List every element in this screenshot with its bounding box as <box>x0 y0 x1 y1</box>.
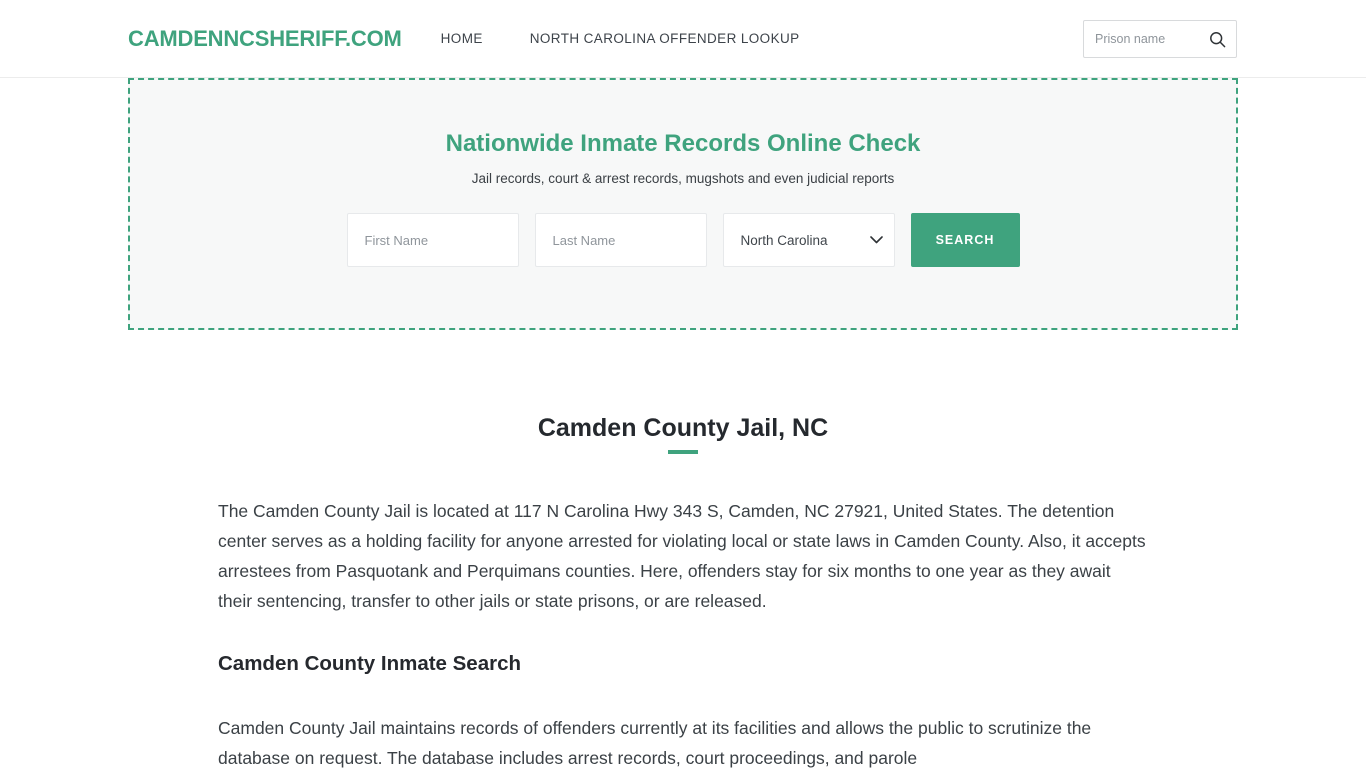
state-select-wrap <box>723 213 895 267</box>
jail-description-paragraph: The Camden County Jail is located at 117 N Carolina Hwy 343 S, Camden, NC 27921, United States. The detention center serves as a holding facility for anyone arrested for violating local or state laws in Camden County. Also, it accepts arrestees from Pasquotank and Perquimans counties. Here, offenders stay for six months to one year as they await their sentencing, transfer to other jails or state prisons, or are released. <box>218 501 1146 611</box>
main-nav <box>441 31 800 46</box>
hero-title: Nationwide Inmate Records Online Check <box>445 130 921 157</box>
page-title: Camden County Jail, NC <box>537 414 829 442</box>
title-underline-accent <box>668 450 698 454</box>
inmate-records-hero <box>128 78 1238 330</box>
search-submit-button[interactable] <box>1207 29 1228 50</box>
first-name-input[interactable] <box>347 213 519 267</box>
header-search-box <box>1083 20 1237 58</box>
last-name-input[interactable] <box>535 213 707 267</box>
main-content <box>218 414 1148 768</box>
site-logo[interactable]: CAMDENNCSHERIFF.COM <box>128 25 402 51</box>
inmate-search-paragraph: Camden County Jail maintains records of offenders currently at its facilities and allows the public to scrutinize the database on request. The database includes arrest records, court proceedings, and parole <box>218 718 1092 768</box>
nav-item-offender-lookup[interactable]: NORTH CAROLINA OFFENDER LOOKUP <box>529 31 800 46</box>
hero-search-button[interactable]: SEARCH <box>911 213 1020 267</box>
inmate-search-section-title: Camden County Inmate Search <box>218 652 522 675</box>
inmate-search-form <box>130 213 1236 267</box>
site-header <box>0 0 1366 78</box>
state-select[interactable] <box>723 213 895 267</box>
hero-subtitle: Jail records, court & arrest records, mugshots and even judicial reports <box>471 171 895 186</box>
search-icon <box>1209 31 1226 48</box>
nav-item-home[interactable]: HOME <box>440 31 483 46</box>
prison-name-search-input[interactable] <box>1095 32 1195 46</box>
